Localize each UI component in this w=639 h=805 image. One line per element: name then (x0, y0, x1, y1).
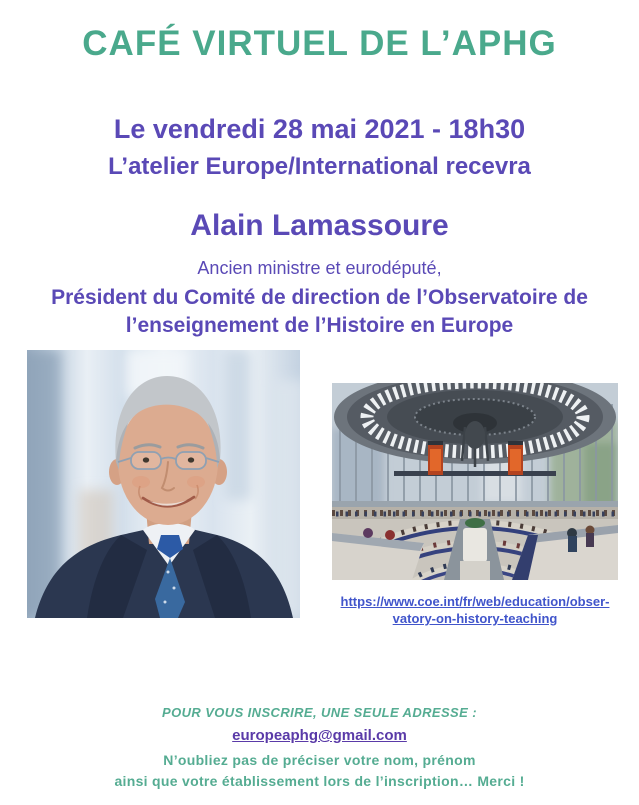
hemicycle-window-sill (332, 501, 618, 507)
observatory-link-line-2[interactable]: vatory-on-history-teaching (392, 611, 558, 626)
speaker-subtitle: Ancien ministre et eurodéputé, (197, 258, 442, 278)
event-date: Le vendredi 28 mai 2021 - 18h30 (113, 114, 526, 144)
hemicycle-back-row-delegates (332, 507, 618, 519)
page-title: CAFÉ VIRTUEL DE L’APHG (82, 24, 557, 63)
footer-inscribe-line: POUR VOUS INSCRIRE, UNE SEULE ADRESSE : (162, 705, 477, 720)
portrait-illustration (27, 350, 300, 618)
footer-note-line-2: ainsi que votre établissement lors de l’inscription… Merci ! (114, 773, 525, 789)
observatory-link-line-1[interactable]: https://www.coe.int/fr/web/education/obser- (340, 594, 610, 609)
hemicycle-truss (394, 471, 556, 476)
hemicycle-illustration (332, 383, 618, 580)
speaker-role-line-2: l’enseignement de l’Histoire en Europe (125, 314, 514, 337)
event-intro: L’atelier Europe/International recevra (108, 153, 531, 180)
speaker-role-line-1: Président du Comité de direction de l’Observatoire de (51, 286, 588, 309)
observatory-link[interactable] (315, 593, 635, 627)
footer-email-row (0, 727, 639, 744)
footer-note-line-1: N’oubliez pas de préciser votre nom, prénom (163, 752, 476, 768)
speaker-role (0, 284, 639, 340)
speaker-name: Alain Lamassoure (190, 209, 449, 242)
hemicycle-photo (332, 383, 618, 580)
email-link[interactable]: europeaphg@gmail.com (232, 727, 407, 744)
portrait-photo (27, 350, 300, 618)
